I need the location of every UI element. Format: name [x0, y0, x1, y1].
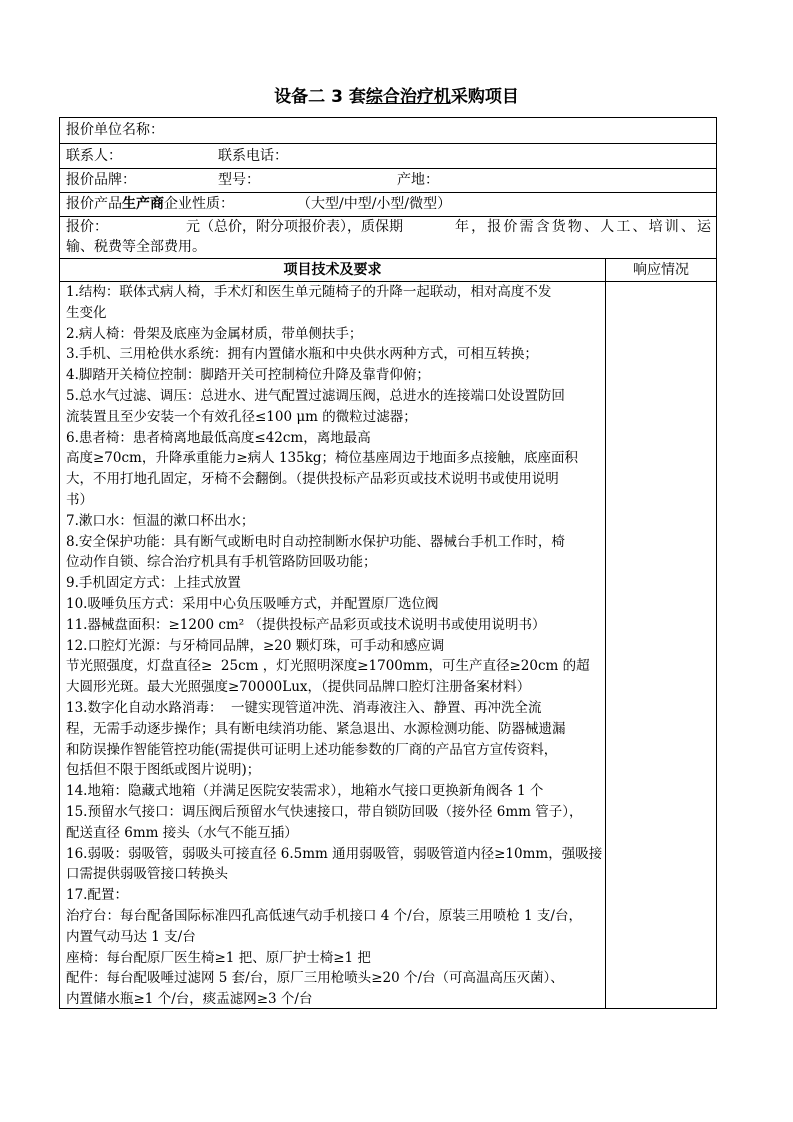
requirement-line: 5.总水气过滤、调压：总进水、进气配置过滤调压阀，总进水的连接端口处设置防回 [66, 387, 565, 404]
header-requirements: 项目技术及要求 [60, 259, 606, 281]
contact-label: 联系人： [66, 148, 122, 164]
title-prefix: 设备二 3 套 [274, 87, 366, 107]
requirement-line: 2.病人椅：骨架及底座为金属材质，带单侧扶手； [66, 325, 363, 342]
response-cell [606, 282, 716, 1008]
producer-label [66, 193, 234, 216]
requirements-row [60, 282, 716, 1008]
requirement-line: 9.手机固定方式：上挂式放置 [66, 575, 241, 592]
table-header-row [60, 259, 716, 282]
requirement-line: 4.脚踏开关椅位控制：脚踏开关可控制椅位升降及靠背仰俯； [66, 367, 430, 384]
header-response: 响应情况 [633, 262, 689, 278]
requirement-line: 12.口腔灯光源：与牙椅同品牌，≥20 颗灯珠，可手动和感应调 [66, 637, 445, 654]
requirements-list [66, 282, 605, 1008]
requirement-line: 17.配置： [66, 887, 128, 904]
requirement-line: 7.漱口水：恒温的漱口杯出水； [66, 512, 255, 529]
title-suffix: 采购项目 [450, 87, 519, 107]
requirement-line: 8.安全保护功能：具有断气或断电时自动控制断水保护功能、器械台手机工作时，椅 [66, 533, 565, 550]
row-brand [60, 169, 716, 193]
quote-form [59, 117, 717, 1009]
company-label: 报价单位名称： [66, 122, 164, 138]
requirement-line: 节光照强度，灯盘直径≥ 25cm ，灯光照明深度≥1700mm，可生产直径≥20cm 的超 [66, 658, 590, 675]
requirement-line: 1.结构：联体式病人椅，手术灯和医生单元随椅子的升降一起联动，相对高度不发 [66, 284, 552, 300]
brand-label: 报价品牌： [66, 172, 136, 188]
row-company [60, 118, 716, 144]
requirement-line: 口需提供弱吸管接口转换头 [66, 866, 228, 883]
row-contact [60, 144, 716, 169]
requirement-line: 16.弱吸：弱吸管，弱吸头可接直径 6.5mm 通用弱吸管，弱吸管道内径≥10mm，强吸接 [66, 845, 603, 862]
row-price [60, 217, 716, 259]
title-highlight: 综合治疗机 [365, 87, 451, 107]
requirement-line: 包括但不限于图纸或图片说明)； [66, 762, 261, 779]
requirement-line: 内置气动马达 1 支/台 [66, 928, 196, 945]
requirement-line: 配件：每台配吸唾过滤网 5 套/台，原厂三用枪喷头≥20 个/台（可高温高压灭菌）、 [66, 970, 564, 987]
requirement-line: 配送直径 6mm 接头（水气不能互插） [66, 824, 298, 841]
phone-label: 联系电话： [218, 148, 288, 164]
requirement-line: 大圆形光斑。最大光照强度≥70000Lux，（提供同品牌口腔灯注册备案材料） [66, 679, 531, 696]
requirement-line: 大，不用打地孔固定，牙椅不会翻倒。（提供投标产品彩页或技术说明书或使用说明 [66, 471, 559, 488]
requirement-line: 3.手机、三用枪供水系统：拥有内置储水瓶和中央供水两种方式，可相互转换； [66, 346, 538, 363]
requirement-line: 内置储水瓶≥1 个/台，痰盂滤网≥3 个/台 [66, 991, 313, 1008]
enterprise-size-options: （大型/中型/小型/微型） [297, 196, 452, 212]
producer-label-prefix: 报价产品 [66, 196, 122, 212]
requirement-line: 位动作自锁、综合治疗机具有手机管路防回吸功能； [66, 554, 377, 571]
requirement-line: 程，无需手动逐步操作；具有断电续消功能、紧急退出、水源检测功能、防器械遗漏 [66, 720, 566, 737]
requirement-line: 治疗台：每台配备国际标准四孔高低速气动手机接口 4 个/台，原装三用喷枪 1 支/台， [66, 907, 582, 924]
requirement-line: 15.预留水气接口：调压阀后预留水气快速接口，带自锁防回吸（接外径 6mm 管子）， [66, 803, 583, 820]
price-text-fees: 输、税费等全部费用。 [66, 239, 206, 255]
requirement-line: 和防误操作智能管控功能(需提供可证明上述功能参数的厂商的产品官方宣传资料， [66, 741, 558, 758]
requirement-line: 13.数字化自动水路消毒： 一键实现管道冲洗、消毒液注入、静置、再冲洗全流 [66, 699, 542, 716]
requirement-line: 座椅：每台配原厂医生椅≥1 把、原厂护士椅≥1 把 [66, 949, 371, 966]
price-text-total: 元（总价，附分项报价表），质保期 [186, 219, 403, 235]
origin-label: 产地： [397, 172, 439, 188]
requirement-line: 流装置且至少安装一个有效孔径≤100 μm 的微粒过滤器； [66, 408, 417, 425]
model-label: 型号： [218, 172, 260, 188]
producer-label-suffix: 企业性质： [164, 196, 234, 212]
row-producer [60, 193, 716, 217]
requirement-line: 14.地箱：隐藏式地箱（并满足医院安装需求），地箱水气接口更换新角阀各 1 个 [66, 783, 544, 800]
producer-label-bold: 生产商 [122, 196, 164, 212]
requirement-line: 11.器械盘面积：≥1200 cm² （提供投标产品彩页或技术说明书或使用说明书） [66, 616, 546, 633]
page-title [0, 85, 793, 109]
requirement-line: 书） [66, 491, 93, 508]
price-text-warranty: 年，报价需含货物、人工、培训、运 [455, 219, 711, 235]
requirement-line: 高度≥70cm，升降承重能力≥病人 135kg；椅位基座周边于地面多点接触，底座面积 [66, 450, 579, 467]
requirement-line: 10.吸唾负压方式：采用中心负压吸唾方式，并配置原厂选位阀 [66, 595, 439, 612]
requirement-line: 6.患者椅：患者椅离地最低高度≤42cm，离地最高 [66, 429, 371, 446]
requirements-cell [60, 282, 606, 1008]
price-label: 报价： [66, 219, 108, 235]
requirement-line: 生变化 [66, 304, 107, 321]
